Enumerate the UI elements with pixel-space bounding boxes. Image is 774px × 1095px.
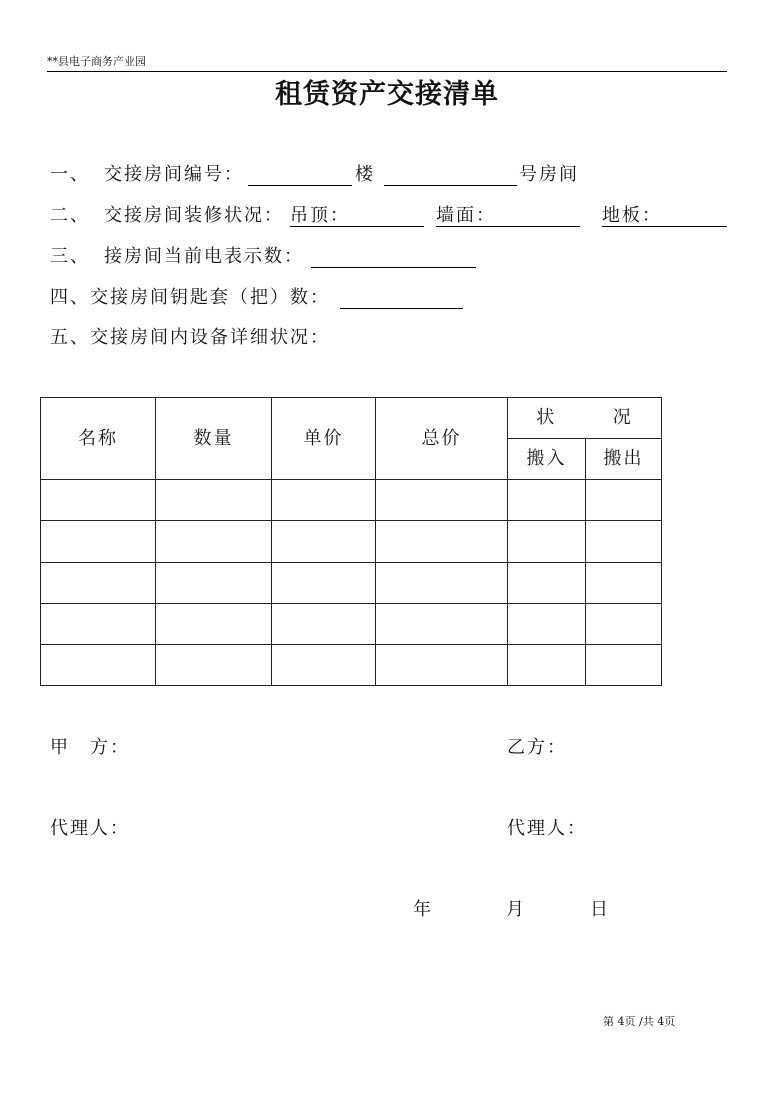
date-month: 月 (506, 899, 526, 920)
organization-header: **县电子商务产业园 (47, 55, 146, 68)
table-cell (508, 521, 586, 562)
key-count-label: 四、交接房间钥匙套（把）数： (50, 287, 330, 308)
agent-a-label: 代理人： (50, 818, 130, 839)
meter-reading-blank (311, 245, 476, 268)
room-blank (384, 163, 517, 186)
column-header-move-out: 搬出 (586, 439, 662, 480)
table-cell (586, 562, 662, 603)
table-row (41, 603, 662, 644)
party-line (0, 736, 774, 762)
column-header-name: 名称 (41, 398, 156, 480)
equipment-status-label: 五、交接房间内设备详细状况： (50, 327, 330, 348)
table-cell (508, 480, 586, 521)
room-number-line (0, 163, 774, 189)
status-char: 状 (536, 407, 557, 429)
table-cell (272, 480, 376, 521)
table-cell (586, 644, 662, 685)
table-cell (272, 603, 376, 644)
table-cell (586, 603, 662, 644)
table-cell (272, 644, 376, 685)
table-cell (156, 521, 272, 562)
table-cell (156, 480, 272, 521)
column-header-status (508, 398, 662, 439)
decoration-status-line (0, 204, 774, 230)
header-rule (47, 71, 727, 72)
table-row (41, 562, 662, 603)
room-suffix: 号房间 (519, 164, 579, 185)
equipment-status-line (0, 326, 774, 352)
table-cell (376, 521, 508, 562)
building-suffix: 楼 (355, 164, 375, 185)
page-number: 第 4页 /共 4页 (603, 1015, 676, 1028)
agent-line (0, 817, 774, 843)
column-header-unit-price: 单价 (272, 398, 376, 480)
room-number-label: 交接房间编号： (104, 164, 244, 185)
date-day: 日 (590, 899, 610, 920)
table-row (41, 644, 662, 685)
meter-reading-label: 接房间当前电表示数： (104, 246, 304, 267)
item-number: 二、 (50, 205, 90, 226)
table-cell (376, 603, 508, 644)
wall-field: 墙面： (436, 204, 580, 227)
table-cell (376, 480, 508, 521)
table-cell (156, 644, 272, 685)
status-char: 况 (612, 407, 633, 429)
document-title: 租赁资产交接清单 (275, 79, 499, 110)
table-cell (376, 562, 508, 603)
table-cell (156, 562, 272, 603)
party-b-label: 乙方： (507, 737, 567, 758)
table-cell (41, 562, 156, 603)
column-header-total-price: 总价 (376, 398, 508, 480)
table-cell (272, 521, 376, 562)
decoration-status-label: 交接房间装修状况： (104, 205, 284, 226)
floor-field: 地板： (602, 204, 727, 227)
meter-reading-line (0, 245, 774, 271)
table-row (41, 521, 662, 562)
date-line (0, 898, 774, 924)
date-year: 年 (413, 899, 433, 920)
table-cell (272, 562, 376, 603)
ceiling-field: 吊顶： (290, 204, 424, 227)
table-cell (376, 644, 508, 685)
table-cell (586, 480, 662, 521)
table-row (41, 480, 662, 521)
column-header-quantity: 数量 (156, 398, 272, 480)
key-count-blank (340, 286, 463, 309)
table-cell (41, 644, 156, 685)
table-cell (508, 644, 586, 685)
table-cell (41, 603, 156, 644)
table-cell (508, 562, 586, 603)
item-number: 三、 (50, 246, 90, 267)
table-header-row (41, 398, 662, 439)
key-count-line (0, 286, 774, 312)
table-cell (41, 521, 156, 562)
table-cell (508, 603, 586, 644)
party-a-label: 甲 方： (50, 737, 130, 758)
building-blank (248, 163, 352, 186)
table-cell (586, 521, 662, 562)
equipment-table (40, 397, 662, 686)
agent-b-label: 代理人： (507, 818, 587, 839)
table-cell (41, 480, 156, 521)
column-header-move-in: 搬入 (508, 439, 586, 480)
table-cell (156, 603, 272, 644)
item-number: 一、 (50, 164, 90, 185)
